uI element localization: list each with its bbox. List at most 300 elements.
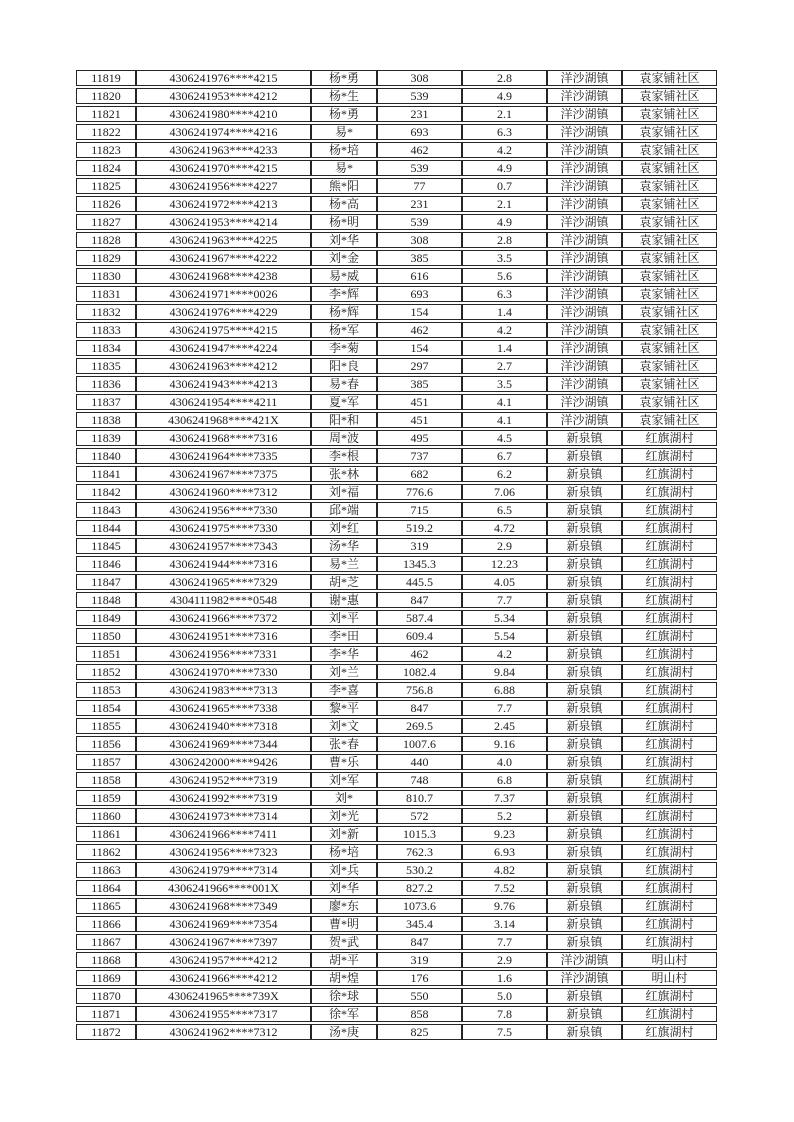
ratio-cell: 9.84	[462, 664, 547, 680]
ratio-cell: 5.34	[462, 610, 547, 626]
name-cell: 杨*高	[311, 196, 377, 212]
ratio-cell: 2.7	[462, 358, 547, 374]
village-cell: 红旗湖村	[622, 844, 717, 860]
table-row	[76, 520, 717, 536]
name-cell: 杨*军	[311, 322, 377, 338]
name-cell: 易*	[311, 160, 377, 176]
id-number-cell: 4306241963****4233	[136, 142, 311, 158]
village-cell: 红旗湖村	[622, 628, 717, 644]
town-cell: 新泉镇	[547, 682, 622, 698]
ratio-cell: 2.9	[462, 952, 547, 968]
village-cell: 红旗湖村	[622, 556, 717, 572]
row-index-cell: 11827	[76, 214, 136, 230]
id-number-cell: 4306241980****4210	[136, 106, 311, 122]
name-cell: 杨*勇	[311, 106, 377, 122]
amount-cell: 319	[377, 538, 462, 554]
ratio-cell: 4.9	[462, 88, 547, 104]
table-row	[76, 214, 717, 230]
village-cell: 红旗湖村	[622, 520, 717, 536]
amount-cell: 345.4	[377, 916, 462, 932]
amount-cell: 1007.6	[377, 736, 462, 752]
name-cell: 刘*	[311, 790, 377, 806]
town-cell: 新泉镇	[547, 988, 622, 1004]
amount-cell: 176	[377, 970, 462, 986]
name-cell: 张*春	[311, 736, 377, 752]
id-number-cell: 4306241964****7335	[136, 448, 311, 464]
table-row	[76, 1024, 717, 1040]
town-cell: 洋沙湖镇	[547, 394, 622, 410]
amount-cell: 231	[377, 196, 462, 212]
table-row	[76, 340, 717, 356]
name-cell: 杨*生	[311, 88, 377, 104]
town-cell: 洋沙湖镇	[547, 286, 622, 302]
id-number-cell: 4306241952****7319	[136, 772, 311, 788]
row-index-cell: 11844	[76, 520, 136, 536]
town-cell: 新泉镇	[547, 556, 622, 572]
row-index-cell: 11867	[76, 934, 136, 950]
town-cell: 新泉镇	[547, 538, 622, 554]
name-cell: 熊*阳	[311, 178, 377, 194]
village-cell: 袁家铺社区	[622, 268, 717, 284]
ratio-cell: 7.7	[462, 592, 547, 608]
table-row	[76, 88, 717, 104]
table-row	[76, 826, 717, 842]
name-cell: 刘*金	[311, 250, 377, 266]
id-number-cell: 4306241966****001X	[136, 880, 311, 896]
amount-cell: 1345.3	[377, 556, 462, 572]
town-cell: 洋沙湖镇	[547, 412, 622, 428]
ratio-cell: 5.54	[462, 628, 547, 644]
ratio-cell: 6.5	[462, 502, 547, 518]
ratio-cell: 6.7	[462, 448, 547, 464]
village-cell: 袁家铺社区	[622, 376, 717, 392]
name-cell: 胡*平	[311, 952, 377, 968]
amount-cell: 810.7	[377, 790, 462, 806]
id-number-cell: 4306241973****7314	[136, 808, 311, 824]
amount-cell: 451	[377, 412, 462, 428]
row-index-cell: 11835	[76, 358, 136, 374]
ratio-cell: 4.1	[462, 394, 547, 410]
village-cell: 袁家铺社区	[622, 160, 717, 176]
town-cell: 新泉镇	[547, 610, 622, 626]
village-cell: 红旗湖村	[622, 808, 717, 824]
village-cell: 袁家铺社区	[622, 88, 717, 104]
amount-cell: 269.5	[377, 718, 462, 734]
row-index-cell: 11862	[76, 844, 136, 860]
row-index-cell: 11853	[76, 682, 136, 698]
village-cell: 袁家铺社区	[622, 214, 717, 230]
row-index-cell: 11852	[76, 664, 136, 680]
town-cell: 洋沙湖镇	[547, 106, 622, 122]
row-index-cell: 11849	[76, 610, 136, 626]
village-cell: 红旗湖村	[622, 790, 717, 806]
town-cell: 新泉镇	[547, 736, 622, 752]
name-cell: 刘*福	[311, 484, 377, 500]
ratio-cell: 6.3	[462, 124, 547, 140]
name-cell: 刘*兵	[311, 862, 377, 878]
id-number-cell: 4306241943****4213	[136, 376, 311, 392]
amount-cell: 825	[377, 1024, 462, 1040]
table-row	[76, 682, 717, 698]
row-index-cell: 11832	[76, 304, 136, 320]
id-number-cell: 4306241953****4214	[136, 214, 311, 230]
id-number-cell: 4306241956****4227	[136, 178, 311, 194]
village-cell: 红旗湖村	[622, 646, 717, 662]
id-number-cell: 4306241974****4216	[136, 124, 311, 140]
village-cell: 红旗湖村	[622, 682, 717, 698]
village-cell: 袁家铺社区	[622, 412, 717, 428]
amount-cell: 519.2	[377, 520, 462, 536]
ratio-cell: 7.7	[462, 700, 547, 716]
id-number-cell: 4306241955****7317	[136, 1006, 311, 1022]
amount-cell: 693	[377, 124, 462, 140]
town-cell: 新泉镇	[547, 790, 622, 806]
name-cell: 阳*良	[311, 358, 377, 374]
town-cell: 新泉镇	[547, 700, 622, 716]
id-number-cell: 4306241976****4215	[136, 70, 311, 86]
ratio-cell: 4.0	[462, 754, 547, 770]
name-cell: 易*威	[311, 268, 377, 284]
village-cell: 袁家铺社区	[622, 358, 717, 374]
ratio-cell: 6.2	[462, 466, 547, 482]
town-cell: 洋沙湖镇	[547, 88, 622, 104]
records-table	[76, 68, 717, 1042]
row-index-cell: 11840	[76, 448, 136, 464]
id-number-cell: 4306241947****4224	[136, 340, 311, 356]
amount-cell: 539	[377, 214, 462, 230]
table-row	[76, 178, 717, 194]
name-cell: 汤*庚	[311, 1024, 377, 1040]
village-cell: 红旗湖村	[622, 502, 717, 518]
amount-cell: 440	[377, 754, 462, 770]
amount-cell: 462	[377, 142, 462, 158]
amount-cell: 308	[377, 70, 462, 86]
town-cell: 新泉镇	[547, 466, 622, 482]
ratio-cell: 9.76	[462, 898, 547, 914]
village-cell: 红旗湖村	[622, 538, 717, 554]
town-cell: 新泉镇	[547, 1024, 622, 1040]
name-cell: 曹*乐	[311, 754, 377, 770]
table-row	[76, 106, 717, 122]
table-row	[76, 754, 717, 770]
amount-cell: 231	[377, 106, 462, 122]
town-cell: 新泉镇	[547, 754, 622, 770]
table-row	[76, 736, 717, 752]
amount-cell: 776.6	[377, 484, 462, 500]
town-cell: 新泉镇	[547, 880, 622, 896]
id-number-cell: 4306241979****7314	[136, 862, 311, 878]
row-index-cell: 11857	[76, 754, 136, 770]
id-number-cell: 4306241967****7375	[136, 466, 311, 482]
row-index-cell: 11833	[76, 322, 136, 338]
town-cell: 新泉镇	[547, 592, 622, 608]
ratio-cell: 2.9	[462, 538, 547, 554]
row-index-cell: 11823	[76, 142, 136, 158]
town-cell: 新泉镇	[547, 862, 622, 878]
town-cell: 新泉镇	[547, 502, 622, 518]
id-number-cell: 4306241976****4229	[136, 304, 311, 320]
id-number-cell: 4306241940****7318	[136, 718, 311, 734]
row-index-cell: 11847	[76, 574, 136, 590]
table-row	[76, 880, 717, 896]
ratio-cell: 7.52	[462, 880, 547, 896]
town-cell: 新泉镇	[547, 1006, 622, 1022]
id-number-cell: 4306241975****4215	[136, 322, 311, 338]
village-cell: 红旗湖村	[622, 700, 717, 716]
amount-cell: 297	[377, 358, 462, 374]
ratio-cell: 2.45	[462, 718, 547, 734]
ratio-cell: 3.14	[462, 916, 547, 932]
ratio-cell: 3.5	[462, 376, 547, 392]
id-number-cell: 4306241969****7344	[136, 736, 311, 752]
id-number-cell: 4306241951****7316	[136, 628, 311, 644]
town-cell: 洋沙湖镇	[547, 340, 622, 356]
name-cell: 邱*端	[311, 502, 377, 518]
village-cell: 袁家铺社区	[622, 178, 717, 194]
id-number-cell: 4306241944****7316	[136, 556, 311, 572]
village-cell: 红旗湖村	[622, 736, 717, 752]
id-number-cell: 4306241966****7372	[136, 610, 311, 626]
town-cell: 新泉镇	[547, 430, 622, 446]
document-page	[76, 68, 718, 1042]
row-index-cell: 11864	[76, 880, 136, 896]
row-index-cell: 11822	[76, 124, 136, 140]
village-cell: 红旗湖村	[622, 574, 717, 590]
id-number-cell: 4306241963****4212	[136, 358, 311, 374]
village-cell: 红旗湖村	[622, 988, 717, 1004]
name-cell: 徐*军	[311, 1006, 377, 1022]
table-row	[76, 466, 717, 482]
amount-cell: 847	[377, 700, 462, 716]
row-index-cell: 11838	[76, 412, 136, 428]
name-cell: 易*兰	[311, 556, 377, 572]
ratio-cell: 6.93	[462, 844, 547, 860]
table-row	[76, 916, 717, 932]
village-cell: 袁家铺社区	[622, 106, 717, 122]
ratio-cell: 4.72	[462, 520, 547, 536]
name-cell: 刘*平	[311, 610, 377, 626]
amount-cell: 587.4	[377, 610, 462, 626]
row-index-cell: 11829	[76, 250, 136, 266]
town-cell: 新泉镇	[547, 646, 622, 662]
name-cell: 周*波	[311, 430, 377, 446]
id-number-cell: 4306241956****7331	[136, 646, 311, 662]
village-cell: 红旗湖村	[622, 592, 717, 608]
row-index-cell: 11869	[76, 970, 136, 986]
name-cell: 刘*红	[311, 520, 377, 536]
table-row	[76, 502, 717, 518]
table-row	[76, 844, 717, 860]
village-cell: 红旗湖村	[622, 916, 717, 932]
amount-cell: 609.4	[377, 628, 462, 644]
id-number-cell: 4306241983****7313	[136, 682, 311, 698]
table-row	[76, 664, 717, 680]
ratio-cell: 6.3	[462, 286, 547, 302]
id-number-cell: 4306241968****7349	[136, 898, 311, 914]
row-index-cell: 11846	[76, 556, 136, 572]
amount-cell: 530.2	[377, 862, 462, 878]
village-cell: 袁家铺社区	[622, 142, 717, 158]
village-cell: 红旗湖村	[622, 484, 717, 500]
table-row	[76, 700, 717, 716]
table-row	[76, 898, 717, 914]
amount-cell: 847	[377, 934, 462, 950]
amount-cell: 572	[377, 808, 462, 824]
ratio-cell: 7.8	[462, 1006, 547, 1022]
ratio-cell: 9.16	[462, 736, 547, 752]
ratio-cell: 4.2	[462, 142, 547, 158]
table-row	[76, 448, 717, 464]
table-row	[76, 970, 717, 986]
id-number-cell: 4306241957****4212	[136, 952, 311, 968]
row-index-cell: 11825	[76, 178, 136, 194]
amount-cell: 847	[377, 592, 462, 608]
table-row	[76, 430, 717, 446]
town-cell: 新泉镇	[547, 826, 622, 842]
town-cell: 新泉镇	[547, 844, 622, 860]
row-index-cell: 11860	[76, 808, 136, 824]
town-cell: 洋沙湖镇	[547, 142, 622, 158]
table-row	[76, 1006, 717, 1022]
table-row	[76, 322, 717, 338]
table-row	[76, 646, 717, 662]
amount-cell: 616	[377, 268, 462, 284]
amount-cell: 682	[377, 466, 462, 482]
name-cell: 汤*华	[311, 538, 377, 554]
table-row	[76, 232, 717, 248]
village-cell: 袁家铺社区	[622, 70, 717, 86]
row-index-cell: 11855	[76, 718, 136, 734]
name-cell: 李*辉	[311, 286, 377, 302]
table-row	[76, 808, 717, 824]
ratio-cell: 2.1	[462, 196, 547, 212]
amount-cell: 462	[377, 646, 462, 662]
id-number-cell: 4306241975****7330	[136, 520, 311, 536]
town-cell: 新泉镇	[547, 772, 622, 788]
name-cell: 杨*勇	[311, 70, 377, 86]
name-cell: 廖*东	[311, 898, 377, 914]
amount-cell: 1073.6	[377, 898, 462, 914]
name-cell: 刘*新	[311, 826, 377, 842]
id-number-cell: 4304111982****0548	[136, 592, 311, 608]
village-cell: 红旗湖村	[622, 772, 717, 788]
ratio-cell: 4.2	[462, 322, 547, 338]
table-row	[76, 718, 717, 734]
town-cell: 洋沙湖镇	[547, 214, 622, 230]
ratio-cell: 1.4	[462, 304, 547, 320]
name-cell: 曹*明	[311, 916, 377, 932]
id-number-cell: 4306241957****7343	[136, 538, 311, 554]
name-cell: 刘*军	[311, 772, 377, 788]
row-index-cell: 11863	[76, 862, 136, 878]
row-index-cell: 11839	[76, 430, 136, 446]
name-cell: 张*林	[311, 466, 377, 482]
town-cell: 新泉镇	[547, 484, 622, 500]
row-index-cell: 11837	[76, 394, 136, 410]
ratio-cell: 0.7	[462, 178, 547, 194]
name-cell: 刘*华	[311, 232, 377, 248]
name-cell: 李*根	[311, 448, 377, 464]
table-row	[76, 952, 717, 968]
table-row	[76, 592, 717, 608]
name-cell: 刘*华	[311, 880, 377, 896]
table-row	[76, 412, 717, 428]
ratio-cell: 9.23	[462, 826, 547, 842]
id-number-cell: 4306241966****7411	[136, 826, 311, 842]
ratio-cell: 2.8	[462, 70, 547, 86]
town-cell: 洋沙湖镇	[547, 322, 622, 338]
table-row	[76, 70, 717, 86]
village-cell: 红旗湖村	[622, 466, 717, 482]
table-row	[76, 484, 717, 500]
town-cell: 新泉镇	[547, 664, 622, 680]
id-number-cell: 4306241971****0026	[136, 286, 311, 302]
id-number-cell: 4306241970****4215	[136, 160, 311, 176]
ratio-cell: 4.9	[462, 160, 547, 176]
table-row	[76, 610, 717, 626]
town-cell: 洋沙湖镇	[547, 358, 622, 374]
row-index-cell: 11821	[76, 106, 136, 122]
town-cell: 新泉镇	[547, 898, 622, 914]
id-number-cell: 4306241968****421X	[136, 412, 311, 428]
village-cell: 红旗湖村	[622, 664, 717, 680]
name-cell: 杨*培	[311, 142, 377, 158]
ratio-cell: 2.8	[462, 232, 547, 248]
village-cell: 红旗湖村	[622, 934, 717, 950]
ratio-cell: 4.2	[462, 646, 547, 662]
town-cell: 洋沙湖镇	[547, 124, 622, 140]
town-cell: 新泉镇	[547, 916, 622, 932]
town-cell: 洋沙湖镇	[547, 70, 622, 86]
name-cell: 刘*文	[311, 718, 377, 734]
id-number-cell: 4306241953****4212	[136, 88, 311, 104]
row-index-cell: 11859	[76, 790, 136, 806]
name-cell: 阳*和	[311, 412, 377, 428]
amount-cell: 385	[377, 376, 462, 392]
town-cell: 新泉镇	[547, 520, 622, 536]
row-index-cell: 11872	[76, 1024, 136, 1040]
name-cell: 胡*芝	[311, 574, 377, 590]
table-row	[76, 538, 717, 554]
amount-cell: 462	[377, 322, 462, 338]
row-index-cell: 11820	[76, 88, 136, 104]
row-index-cell: 11848	[76, 592, 136, 608]
row-index-cell: 11871	[76, 1006, 136, 1022]
name-cell: 易*	[311, 124, 377, 140]
ratio-cell: 4.82	[462, 862, 547, 878]
id-number-cell: 4306241956****7330	[136, 502, 311, 518]
row-index-cell: 11868	[76, 952, 136, 968]
row-index-cell: 11854	[76, 700, 136, 716]
id-number-cell: 4306241960****7312	[136, 484, 311, 500]
amount-cell: 1015.3	[377, 826, 462, 842]
village-cell: 红旗湖村	[622, 826, 717, 842]
town-cell: 新泉镇	[547, 628, 622, 644]
amount-cell: 77	[377, 178, 462, 194]
amount-cell: 319	[377, 952, 462, 968]
amount-cell: 385	[377, 250, 462, 266]
amount-cell: 154	[377, 304, 462, 320]
table-row	[76, 988, 717, 1004]
amount-cell: 539	[377, 160, 462, 176]
village-cell: 袁家铺社区	[622, 250, 717, 266]
table-row	[76, 556, 717, 572]
name-cell: 黎*平	[311, 700, 377, 716]
amount-cell: 827.2	[377, 880, 462, 896]
ratio-cell: 4.9	[462, 214, 547, 230]
ratio-cell: 3.5	[462, 250, 547, 266]
town-cell: 洋沙湖镇	[547, 268, 622, 284]
